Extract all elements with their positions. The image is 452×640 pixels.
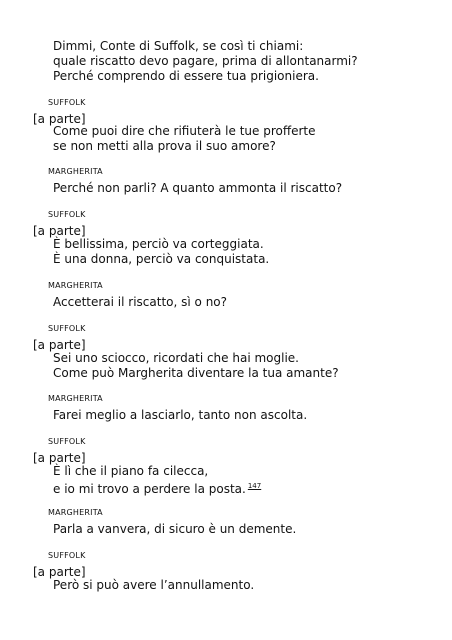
footnote-reference[interactable]: 147 xyxy=(247,482,262,490)
speaker-name: MARGHERITA xyxy=(48,394,103,403)
verse-line: Come può Margherita diventare la tua amante? xyxy=(53,366,339,380)
stage-direction: [a parte] xyxy=(33,565,86,579)
speaker-name: SUFFOLK xyxy=(48,551,86,560)
verse-line: Parla a vanvera, di sicuro è un demente. xyxy=(53,522,297,536)
verse-line: Farei meglio a lasciarlo, tanto non ascolta. xyxy=(53,408,308,422)
verse-line: Perché comprendo di essere tua prigioniera. xyxy=(53,69,319,83)
verse-line-text: e io mi trovo a perdere la posta. xyxy=(53,482,246,496)
speaker-name: MARGHERITA xyxy=(48,508,103,517)
verse-line: Perché non parli? A quanto ammonta il riscatto? xyxy=(53,181,343,195)
verse-line: Accetterai il riscatto, sì o no? xyxy=(53,295,228,309)
speaker-name: SUFFOLK xyxy=(48,437,86,446)
stage-direction: [a parte] xyxy=(33,224,86,238)
speaker-name: SUFFOLK xyxy=(48,98,86,107)
verse-line: quale riscatto devo pagare, prima di allontanarmi? xyxy=(53,54,358,68)
verse-line: È lì che il piano fa cilecca, xyxy=(53,464,209,478)
verse-line: Però si può avere l’annullamento. xyxy=(53,578,255,592)
speaker-name: MARGHERITA xyxy=(48,281,103,290)
stage-direction: [a parte] xyxy=(33,338,86,352)
verse-line: È bellissima, perciò va corteggiata. xyxy=(53,237,264,251)
verse-line: se non metti alla prova il suo amore? xyxy=(53,139,276,153)
verse-line: Come puoi dire che rifiuterà le tue profferte xyxy=(53,124,316,138)
verse-line xyxy=(53,478,261,497)
speaker-name: SUFFOLK xyxy=(48,210,86,219)
speaker-name: MARGHERITA xyxy=(48,167,103,176)
speaker-name: SUFFOLK xyxy=(48,324,86,333)
verse-line: È una donna, perciò va conquistata. xyxy=(53,252,270,266)
stage-direction: [a parte] xyxy=(33,112,86,126)
stage-direction: [a parte] xyxy=(33,451,86,465)
verse-line: Dimmi, Conte di Suffolk, se così ti chiami: xyxy=(53,39,304,53)
verse-line: Sei uno sciocco, ricordati che hai moglie. xyxy=(53,351,299,365)
